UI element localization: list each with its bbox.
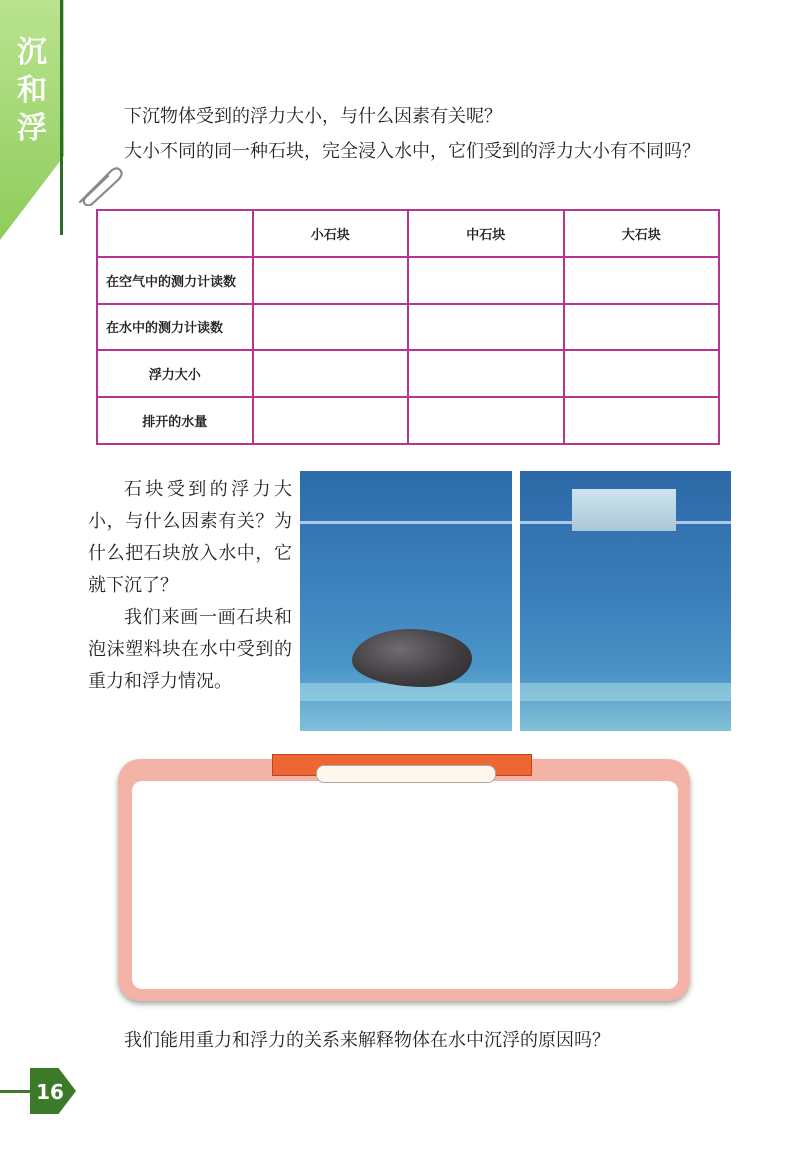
board-clip-bar xyxy=(316,765,496,783)
photo-sunken-stone xyxy=(300,471,512,731)
drawing-area xyxy=(132,781,678,989)
photo-floating-foam xyxy=(520,471,731,731)
table-cell xyxy=(253,350,409,397)
table-row xyxy=(97,257,719,304)
chapter-tab-char-2: 和 xyxy=(17,73,47,108)
row-label-buoyancy: 浮力大小 xyxy=(97,350,253,397)
measurement-table xyxy=(96,209,720,445)
explanation-paragraph xyxy=(88,474,292,698)
paragraph-1: 石块受到的浮力大小，与什么因素有关？为什么把石块放入水中，它就下沉了？ xyxy=(88,479,292,596)
table-header-medium-stone: 中石块 xyxy=(408,210,564,257)
row-label-displaced-water: 排开的水量 xyxy=(97,397,253,444)
table-cell xyxy=(564,350,720,397)
table-cell xyxy=(564,304,720,351)
table-row xyxy=(97,350,719,397)
table-cell xyxy=(253,304,409,351)
water-surface xyxy=(300,521,512,524)
table-header-large-stone: 大石块 xyxy=(564,210,720,257)
question-1: 下沉物体受到的浮力大小，与什么因素有关呢？ xyxy=(124,106,502,127)
stone xyxy=(352,629,472,687)
table-header-small-stone: 小石块 xyxy=(253,210,409,257)
tank-bottom xyxy=(520,683,731,701)
chapter-tab-char-3: 浮 xyxy=(17,111,47,146)
table-cell xyxy=(253,257,409,304)
table-cell xyxy=(408,257,564,304)
chapter-tab-char-1: 沉 xyxy=(17,35,47,70)
paragraph-2: 我们来画一画石块和泡沫塑料块在水中受到的重力和浮力情况。 xyxy=(88,607,292,692)
question-2: 大小不同的同一种石块，完全浸入水中，它们受到的浮力大小有不同吗？ xyxy=(124,141,700,162)
bottom-question: 我们能用重力和浮力的关系来解释物体在水中沉浮的原因吗？ xyxy=(124,1030,610,1051)
foam-block xyxy=(572,489,676,531)
drawing-board xyxy=(118,759,690,1001)
paperclip-icon xyxy=(74,162,124,206)
table-row xyxy=(97,397,719,444)
table-cell xyxy=(253,397,409,444)
page-number-line xyxy=(0,1090,34,1093)
row-label-air-reading: 在空气中的测力计读数 xyxy=(97,257,253,304)
table-cell xyxy=(408,304,564,351)
table-cell xyxy=(564,257,720,304)
table-header-row xyxy=(97,210,719,257)
table-corner-cell xyxy=(97,210,253,257)
page-number: 16 xyxy=(36,1080,64,1104)
table-row xyxy=(97,304,719,351)
chapter-tab-edge xyxy=(60,0,63,235)
table-cell xyxy=(564,397,720,444)
table-cell xyxy=(408,397,564,444)
table-cell xyxy=(408,350,564,397)
row-label-water-reading: 在水中的测力计读数 xyxy=(97,304,253,351)
